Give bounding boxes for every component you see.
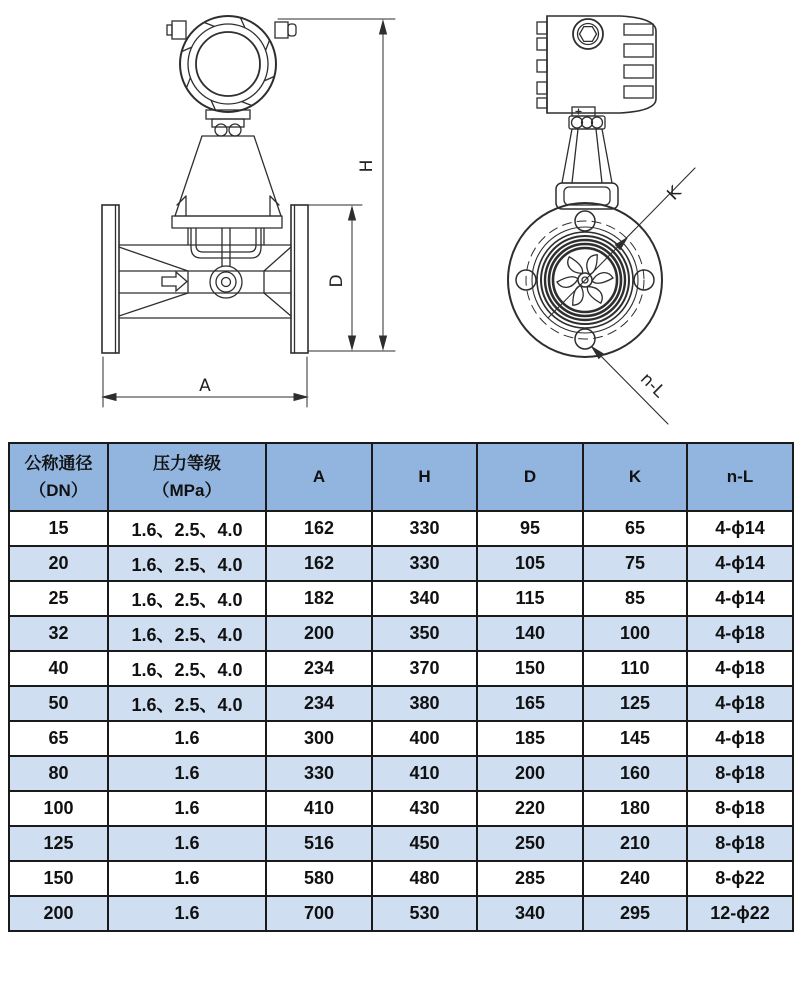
- table-body: [9, 511, 793, 931]
- cell-h: 430: [372, 791, 477, 826]
- cell-nl: 8-ϕ18: [687, 791, 793, 826]
- flange-right: [291, 205, 308, 353]
- cell-d: 185: [477, 721, 583, 756]
- cell-h: 530: [372, 896, 477, 931]
- cell-d: 285: [477, 861, 583, 896]
- cell-dn: 40: [9, 651, 108, 686]
- cell-nl: 4-ϕ14: [687, 546, 793, 581]
- cell-k: 145: [583, 721, 687, 756]
- cell-k: 160: [583, 756, 687, 791]
- dimension-h: [278, 19, 395, 349]
- cell-a: 410: [266, 791, 372, 826]
- dimension-d: [308, 205, 395, 351]
- cell-pressure: 1.6: [108, 791, 266, 826]
- cell-h: 370: [372, 651, 477, 686]
- cell-d: 165: [477, 686, 583, 721]
- cell-nl: 8-ϕ18: [687, 826, 793, 861]
- cell-pressure: 1.6、2.5、4.0: [108, 686, 266, 721]
- table-row: [9, 581, 793, 616]
- cell-d: 150: [477, 651, 583, 686]
- cell-d: 250: [477, 826, 583, 861]
- table-row: [9, 686, 793, 721]
- cell-nl: 4-ϕ14: [687, 581, 793, 616]
- cell-k: 240: [583, 861, 687, 896]
- cell-nl: 4-ϕ18: [687, 721, 793, 756]
- cell-dn: 15: [9, 511, 108, 546]
- cell-h: 400: [372, 721, 477, 756]
- table-row: [9, 756, 793, 791]
- col-header-h: H: [372, 443, 477, 511]
- cell-nl: 8-ϕ18: [687, 756, 793, 791]
- cell-nl: 4-ϕ14: [687, 511, 793, 546]
- cell-d: 220: [477, 791, 583, 826]
- table-row: [9, 721, 793, 756]
- cell-dn: 125: [9, 826, 108, 861]
- cell-k: 180: [583, 791, 687, 826]
- dim-label-nl: n-L: [636, 369, 669, 402]
- cell-dn: 150: [9, 861, 108, 896]
- cell-a: 516: [266, 826, 372, 861]
- cell-k: 110: [583, 651, 687, 686]
- cell-a: 330: [266, 756, 372, 791]
- cell-h: 340: [372, 581, 477, 616]
- cell-a: 200: [266, 616, 372, 651]
- cell-k: 65: [583, 511, 687, 546]
- table-row: [9, 511, 793, 546]
- cell-a: 162: [266, 546, 372, 581]
- cell-h: 350: [372, 616, 477, 651]
- dim-label-h: H: [357, 159, 377, 173]
- col-header-k: K: [583, 443, 687, 511]
- cell-nl: 8-ϕ22: [687, 861, 793, 896]
- cell-dn: 32: [9, 616, 108, 651]
- cable-gland-right: [275, 22, 288, 38]
- dimensions-table: [8, 442, 794, 932]
- cell-a: 700: [266, 896, 372, 931]
- cell-nl: 12-ϕ22: [687, 896, 793, 931]
- cell-d: 115: [477, 581, 583, 616]
- cell-pressure: 1.6: [108, 756, 266, 791]
- cell-d: 340: [477, 896, 583, 931]
- cell-pressure: 1.6、2.5、4.0: [108, 546, 266, 581]
- cell-k: 75: [583, 546, 687, 581]
- front-view: [508, 16, 695, 424]
- cell-pressure: 1.6: [108, 826, 266, 861]
- cell-h: 330: [372, 511, 477, 546]
- dim-label-d: D: [327, 274, 347, 288]
- cell-nl: 4-ϕ18: [687, 616, 793, 651]
- cell-d: 105: [477, 546, 583, 581]
- cell-a: 234: [266, 651, 372, 686]
- cell-a: 234: [266, 686, 372, 721]
- table-row: [9, 616, 793, 651]
- cell-d: 95: [477, 511, 583, 546]
- cell-h: 410: [372, 756, 477, 791]
- cell-a: 182: [266, 581, 372, 616]
- flange-left: [102, 205, 119, 353]
- header-row: [9, 443, 793, 511]
- cell-pressure: 1.6、2.5、4.0: [108, 511, 266, 546]
- cell-k: 85: [583, 581, 687, 616]
- cell-dn: 200: [9, 896, 108, 931]
- cell-pressure: 1.6、2.5、4.0: [108, 616, 266, 651]
- cell-pressure: 1.6: [108, 721, 266, 756]
- col-header-dn-line2: （DN）: [29, 481, 88, 500]
- col-header-pressure: [108, 443, 266, 511]
- col-header-d: D: [477, 443, 583, 511]
- cell-dn: 100: [9, 791, 108, 826]
- table-row: [9, 861, 793, 896]
- cell-a: 580: [266, 861, 372, 896]
- dim-label-k: K: [663, 182, 686, 205]
- cable-gland-left: [172, 21, 186, 39]
- cell-d: 140: [477, 616, 583, 651]
- cell-h: 330: [372, 546, 477, 581]
- cell-nl: 4-ϕ18: [687, 651, 793, 686]
- table-row: [9, 896, 793, 931]
- col-header-a: A: [266, 443, 372, 511]
- flowmeter-drawing-svg: [0, 0, 800, 440]
- cell-h: 480: [372, 861, 477, 896]
- cell-dn: 80: [9, 756, 108, 791]
- cell-h: 450: [372, 826, 477, 861]
- table-row: [9, 826, 793, 861]
- cell-h: 380: [372, 686, 477, 721]
- cell-dn: 20: [9, 546, 108, 581]
- col-header-pressure-line2: （MPa）: [152, 481, 222, 500]
- cell-pressure: 1.6: [108, 896, 266, 931]
- cell-d: 200: [477, 756, 583, 791]
- technical-drawing: [0, 0, 800, 440]
- col-header-dn-line1: 公称通径: [24, 453, 93, 473]
- cell-nl: 4-ϕ18: [687, 686, 793, 721]
- cell-k: 100: [583, 616, 687, 651]
- table-row: [9, 651, 793, 686]
- flow-arrow: [162, 272, 187, 291]
- cell-pressure: 1.6、2.5、4.0: [108, 581, 266, 616]
- col-header-nl: n-L: [687, 443, 793, 511]
- col-header-pressure-line1: 压力等级: [153, 453, 221, 473]
- cell-pressure: 1.6、2.5、4.0: [108, 651, 266, 686]
- cell-k: 125: [583, 686, 687, 721]
- table-row: [9, 546, 793, 581]
- cell-pressure: 1.6: [108, 861, 266, 896]
- dim-label-a: A: [199, 376, 211, 396]
- table-row: [9, 791, 793, 826]
- cell-dn: 50: [9, 686, 108, 721]
- cell-a: 300: [266, 721, 372, 756]
- side-view: [102, 16, 395, 407]
- col-header-dn: [9, 443, 108, 511]
- cell-k: 210: [583, 826, 687, 861]
- cell-dn: 25: [9, 581, 108, 616]
- cell-k: 295: [583, 896, 687, 931]
- cell-dn: 65: [9, 721, 108, 756]
- cell-a: 162: [266, 511, 372, 546]
